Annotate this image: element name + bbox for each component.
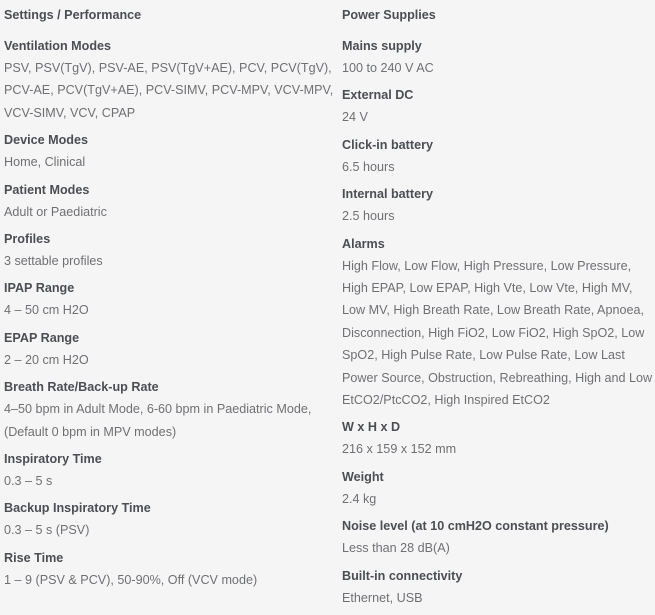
spec-label: Rise Time bbox=[4, 550, 64, 565]
spec-value: PSV, PSV(TgV), PSV-AE, PSV(TgV+AE), PCV, PCV(TgV), PCV-AE, PCV(TgV+AE), PCV-SIMV, PCV-MPV, VCV-MPV, VCV-SIMV, VCV, CPAP bbox=[4, 61, 334, 120]
spec-item-alarms bbox=[342, 234, 653, 412]
spec-value: 0.3 – 5 s bbox=[4, 474, 53, 489]
spec-item-click-in-battery bbox=[342, 135, 653, 178]
spec-item-epap-range bbox=[4, 328, 334, 371]
spec-value: 4–50 bpm in Adult Mode, 6-60 bpm in Paediatric Mode, (Default 0 bpm in MPV modes) bbox=[4, 402, 312, 439]
spec-item-device-modes bbox=[4, 130, 334, 173]
column-settings-performance bbox=[4, 5, 334, 615]
spec-label: Patient Modes bbox=[4, 182, 90, 197]
spec-value: Ethernet, USB bbox=[342, 590, 423, 605]
spec-label: Click-in battery bbox=[342, 137, 433, 152]
spec-item-built-in-connectivity bbox=[342, 566, 653, 609]
spec-value: 2.4 kg bbox=[342, 491, 377, 506]
spec-value: Adult or Paediatric bbox=[4, 204, 107, 219]
spec-label: Alarms bbox=[342, 236, 385, 251]
spec-value: 216 x 159 x 152 mm bbox=[342, 442, 457, 457]
spec-item-inspiratory-time bbox=[4, 449, 334, 492]
spec-value: 4 – 50 cm H2O bbox=[4, 303, 89, 318]
spec-label: Device Modes bbox=[4, 133, 88, 148]
spec-value: Home, Clinical bbox=[4, 155, 86, 170]
spec-label: Internal battery bbox=[342, 187, 433, 202]
spec-value: 0.3 – 5 s (PSV) bbox=[4, 523, 90, 538]
spec-label: Noise level (at 10 cmH2O constant pressure) bbox=[342, 519, 609, 534]
spec-item-mains-supply bbox=[342, 36, 653, 79]
spec-item-backup-inspiratory-time bbox=[4, 498, 334, 541]
spec-value: 6.5 hours bbox=[342, 159, 395, 174]
spec-value: 100 to 240 V AC bbox=[342, 61, 434, 75]
spec-label: Backup Inspiratory Time bbox=[4, 501, 151, 516]
spec-label: Profiles bbox=[4, 232, 51, 247]
spec-value: 24 V bbox=[342, 110, 368, 125]
spec-label: Ventilation Modes bbox=[4, 39, 112, 53]
spec-label: Mains supply bbox=[342, 39, 422, 53]
spec-item-rise-time bbox=[4, 548, 334, 591]
spec-item-breath-rate bbox=[4, 377, 334, 443]
spec-item-internal-battery bbox=[342, 184, 653, 227]
spec-item-profiles bbox=[4, 229, 334, 272]
spec-label: Breath Rate/Back-up Rate bbox=[4, 380, 159, 395]
spec-item-ventilation-modes bbox=[4, 36, 334, 124]
column-power-supplies bbox=[342, 5, 653, 615]
spec-value: 2.5 hours bbox=[342, 209, 395, 224]
section-title-power-supplies: Power Supplies bbox=[342, 8, 436, 22]
spec-value: 1 – 9 (PSV & PCV), 50-90%, Off (VCV mode) bbox=[4, 572, 258, 587]
spec-value: Less than 28 dB(A) bbox=[342, 541, 450, 556]
spec-value: High Flow, Low Flow, High Pressure, Low Pressure, High EPAP, Low EPAP, High Vte, Low Vte, High MV, Low MV, High Breath Rate, Low Breath Rate, Apnoea, Disconnection, High FiO2, Low FiO2, High SpO2, Low SpO2, High Pulse Rate, Low Pulse Rate, Low Last Power Source, Obstruction, Rebreathing, High and Low EtCO2/PtcCO2, High Inspired EtCO2 bbox=[342, 258, 653, 408]
spec-item-external-dc bbox=[342, 85, 653, 128]
section-title-settings-performance: Settings / Performance bbox=[4, 8, 142, 22]
spec-item-patient-modes bbox=[4, 180, 334, 223]
spec-item-noise-level bbox=[342, 516, 653, 559]
spec-value: 3 settable profiles bbox=[4, 254, 103, 269]
spec-item-ipap-range bbox=[4, 278, 334, 321]
spec-label: Built-in connectivity bbox=[342, 568, 463, 583]
spec-value: 2 – 20 cm H2O bbox=[4, 352, 89, 367]
spec-label: W x H x D bbox=[342, 420, 401, 435]
spec-item-weight bbox=[342, 467, 653, 510]
spec-label: External DC bbox=[342, 88, 414, 103]
spec-label: EPAP Range bbox=[4, 330, 80, 345]
spec-item-dimensions bbox=[342, 417, 653, 460]
spec-label: IPAP Range bbox=[4, 281, 75, 296]
spec-label: Inspiratory Time bbox=[4, 452, 102, 467]
spec-label: Weight bbox=[342, 469, 384, 484]
